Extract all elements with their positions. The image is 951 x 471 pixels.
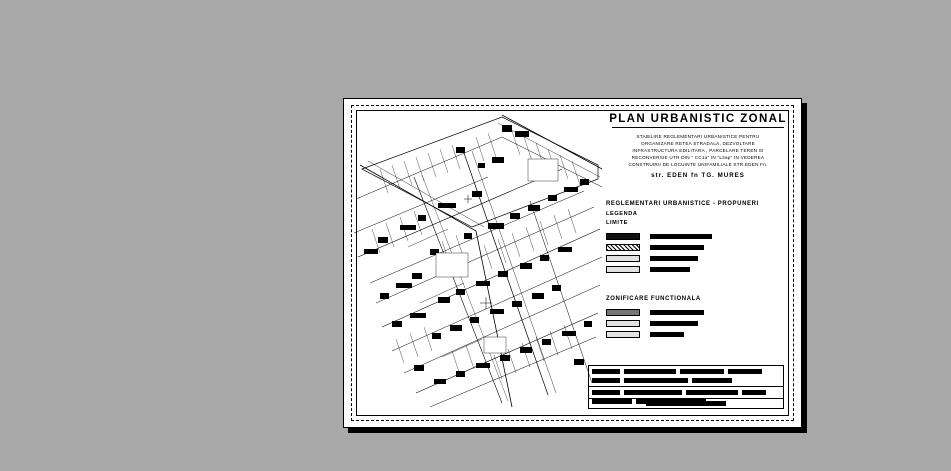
legend-item (606, 319, 790, 328)
legend-swatch-icon (606, 255, 640, 262)
legend-swatch-icon (606, 266, 640, 273)
title-block-cell (728, 369, 762, 374)
legend-item-label (650, 267, 690, 272)
title-block-footer (589, 398, 783, 408)
legend-item (606, 243, 790, 252)
title-block-cell (686, 390, 738, 395)
legend-swatch-icon (606, 331, 640, 338)
section-heading-regulations: REGLEMENTARI URBANISTICE - PROPUNERI (606, 201, 759, 207)
section-heading-zoning: ZONIFICARE FUNCTIONALA (606, 296, 701, 302)
section-subheading-limits: LIMITE (606, 220, 628, 226)
legend-item-label (650, 256, 698, 261)
legend-item (606, 308, 790, 317)
title-block-cell (592, 369, 620, 374)
site-address: str. EDEN fn TG. MURES (651, 172, 745, 179)
legend-item (606, 232, 790, 241)
title-block-cell (742, 390, 766, 395)
title-block[interactable] (588, 365, 784, 409)
cad-drawing-sheet[interactable] (343, 98, 802, 428)
legend-rows-regulations (606, 232, 790, 274)
legend-swatch-icon (606, 309, 640, 316)
site-plan-drawing[interactable] (352, 107, 602, 417)
plan-sheet-number (646, 401, 726, 406)
legend-swatch-icon (606, 233, 640, 240)
title-block-cell (592, 390, 620, 395)
subtitle-line-3: INFRASTRUCTURA EDILITARA , PARCELARE TEREN SI (632, 148, 764, 153)
legend-swatch-icon (606, 320, 640, 327)
legend-swatch-icon (606, 244, 640, 251)
title-block-cell (624, 378, 688, 383)
title-block-cell (624, 390, 682, 395)
title-block-divider (589, 386, 783, 387)
subtitle-line-1: STABILIRE REGLEMENTARI URBANISTICE PENTRU (636, 134, 760, 139)
subtitle-line-2: ORGANIZARE RETEA STRADALA, DEZVOLTARE (641, 141, 755, 146)
legend-column (606, 113, 790, 341)
title-block-row (592, 389, 780, 396)
legend-item-label (650, 321, 698, 326)
title-underline (612, 127, 784, 128)
title-block-cell (692, 378, 732, 383)
subtitle-line-5: CONSTRUIRII DE LOCUINTE UNIFAMILIALE STR.EDEN Fn. (628, 162, 768, 167)
legend-rows-zoning (606, 308, 790, 339)
legend-item-label (650, 310, 704, 315)
title-block-cell (680, 369, 724, 374)
subtitle-line-4: RECONVERSIE UTR DIN " CC1a" IN "L3ap" IN VEDEREA (631, 155, 765, 160)
section-subheading-legend: LEGENDA (606, 211, 638, 217)
legend-item (606, 254, 790, 263)
title-block-cell (592, 378, 620, 383)
drawing-title: PLAN URBANISTIC ZONAL (609, 113, 787, 125)
title-block-row (592, 368, 780, 375)
legend-item-label (650, 234, 712, 239)
legend-item-label (650, 332, 684, 337)
site-plan-vector (352, 107, 602, 417)
legend-item (606, 265, 790, 274)
legend-item (606, 330, 790, 339)
legend-item-label (650, 245, 704, 250)
title-block-cell (624, 369, 676, 374)
title-block-row (592, 377, 780, 384)
